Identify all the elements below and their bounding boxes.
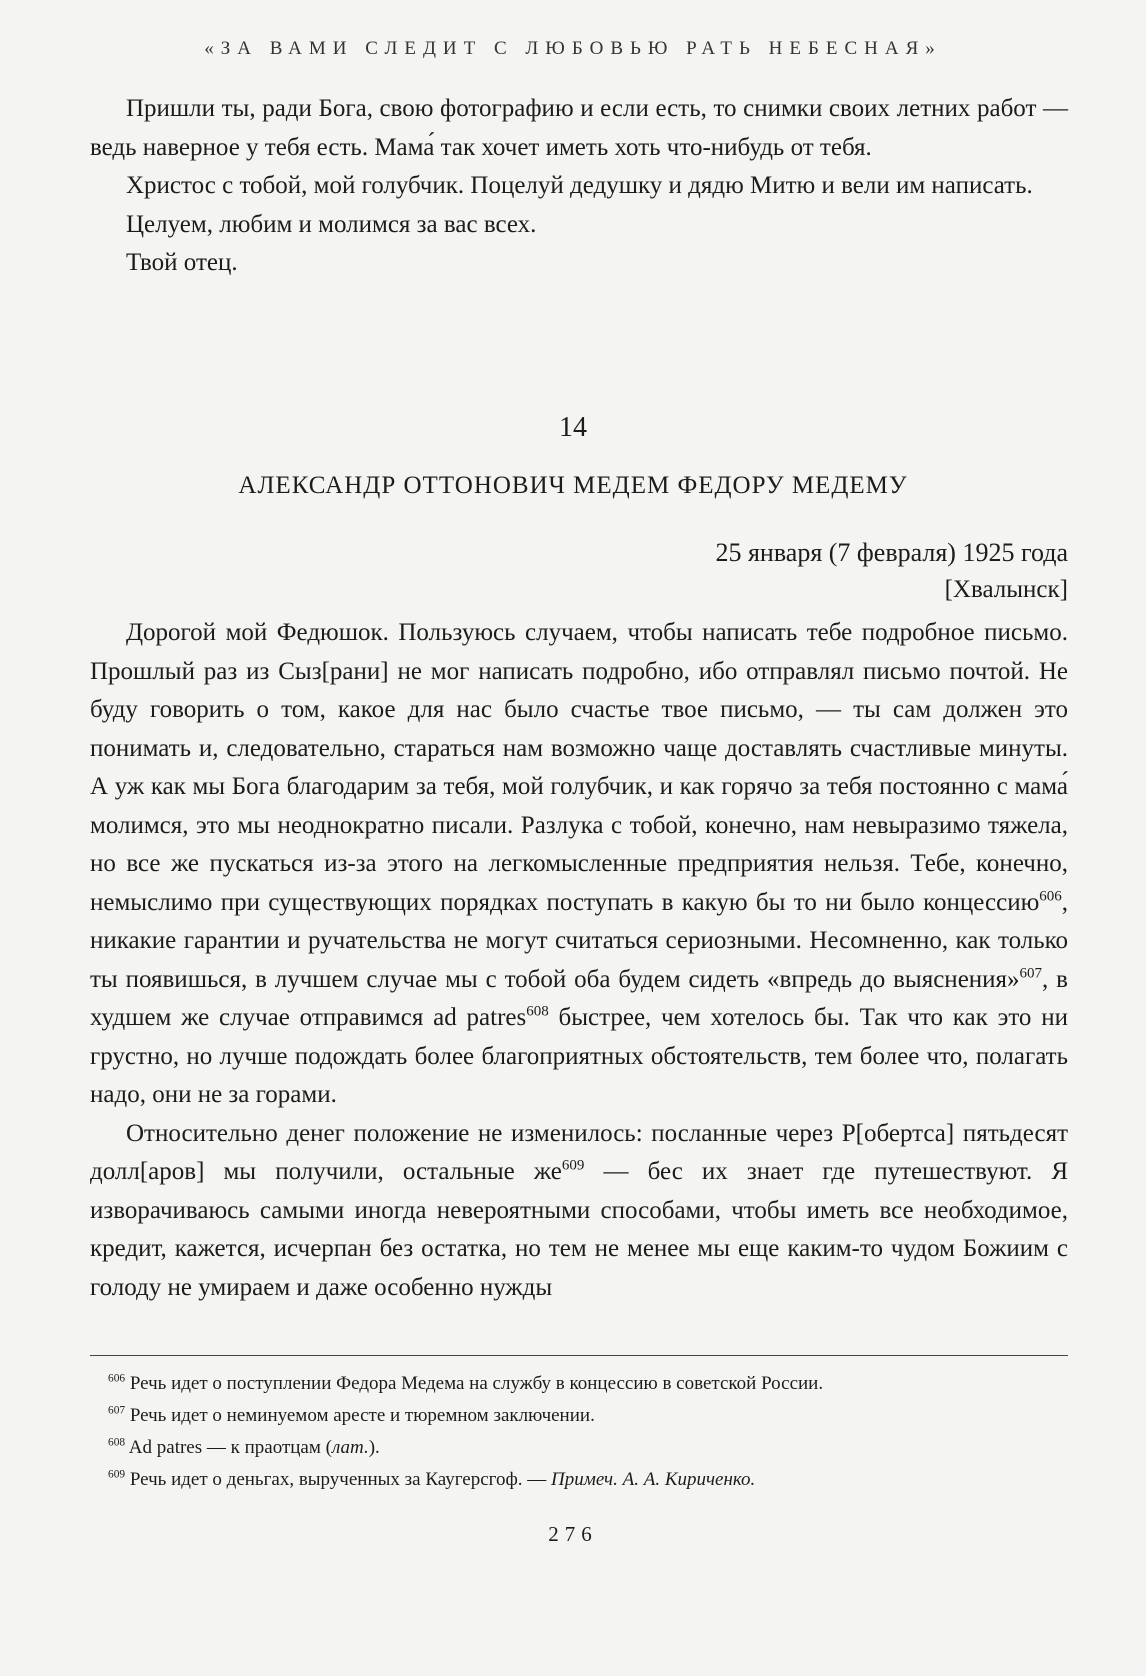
- footnote-text: Ad patres — к праотцам (: [125, 1437, 332, 1458]
- footnote: [108, 1464, 1068, 1496]
- text-run: быстрее, чем хотелось бы. Так что как это ни грустно, но лучше подождать более благоприятных обстоятельств, тем более что, полагать надо, они не за горами.: [90, 1004, 1068, 1108]
- footnote-number: 609: [108, 1468, 126, 1481]
- paragraph: [90, 614, 1068, 1115]
- footnote: [108, 1368, 1068, 1400]
- text-run: Относительно денег положение не изменилось: посланные через Р[обертса] пятьдесят долл[аров] мы получили, остальные же: [90, 1119, 1068, 1185]
- footnote-divider: [90, 1355, 1068, 1356]
- running-head: «ЗА ВАМИ СЛЕДИТ С ЛЮБОВЬЮ РАТЬ НЕБЕСНАЯ»: [204, 38, 942, 59]
- previous-letter-ending: [90, 90, 1068, 283]
- letter-date: 25 января (7 февраля) 1925 года: [715, 538, 1068, 567]
- section-title: АЛЕКСАНДР ОТТОНОВИЧ МЕДЕМ ФЕДОРУ МЕДЕМУ: [238, 472, 908, 499]
- page-number: 276: [548, 1522, 598, 1546]
- signature-line: Твой отец.: [126, 249, 238, 276]
- footnote-number: 606: [108, 1372, 126, 1385]
- letter-body: [90, 614, 1068, 1307]
- footnote-text: Речь идет о поступлении Федора Медема на службу в концессию в советской России.: [125, 1373, 824, 1394]
- footnote-ref[interactable]: 607: [1019, 965, 1043, 982]
- footnote-ref[interactable]: 606: [1039, 888, 1062, 905]
- footnote-ref[interactable]: 609: [561, 1157, 585, 1174]
- text-run: , в худшем же случае отправимся ad patres: [90, 965, 1068, 1031]
- footnote-tail: ).: [368, 1437, 380, 1458]
- footnotes: [108, 1368, 1068, 1496]
- footnote-number: 607: [108, 1404, 126, 1417]
- paragraph: Пришли ты, ради Бога, свою фотографию и если есть, то снимки своих летних работ — ведь наверное у тебя есть. Мама́ так хочет иметь хоть что-нибудь от тебя.: [90, 95, 1068, 161]
- text-run: , никакие гарантии и ручательства не могут считаться сериозными. Несомненно, как только ты появишься, в лучшем случае мы с тобой оба будем сидеть «впредь до выяснения»: [90, 888, 1068, 993]
- footnote-text: Речь идет о неминуемом аресте и тюремном заключении.: [125, 1405, 595, 1426]
- paragraph: [90, 1115, 1068, 1308]
- text-run: — бес их знает где путешествуют. Я изворачиваюсь самыми иногда невероятными способами, чтобы иметь все необходимое, кредит, кажется, исчерпан без остатка, но тем не менее мы еще каким-то чудом Божиим с голоду не умираем и даже особенно нужды: [90, 1158, 1068, 1301]
- section-number: 14: [559, 412, 587, 443]
- paragraph: Христос с тобой, мой голубчик. Поцелуй дедушку и дядю Митю и вели им написать.: [126, 172, 1033, 199]
- footnote-text: Речь идет о деньгах, вырученных за Каугерсгоф. —: [125, 1469, 552, 1490]
- footnote: [108, 1432, 1068, 1464]
- footnote: [108, 1400, 1068, 1432]
- footnote-italic: Примеч. А. А. Кириченко.: [551, 1469, 756, 1490]
- footnote-ref[interactable]: 608: [526, 1003, 549, 1020]
- footnote-number: 608: [108, 1436, 126, 1449]
- letter-place: [Хвалынск]: [944, 576, 1068, 603]
- text-run: Дорогой мой Федюшок. Пользуюсь случаем, чтобы написать тебе подробное письмо. Прошлый раз из Сыз[рани] не мог написать подробно, ибо отправлял письмо почтой. Не буду говорить о том, какое для нас было счастье твое письмо, — ты сам должен это понимать и, следовательно, стараться нам возможно чаще доставлять счастливые минуты. А уж как мы Бога благодарим за тебя, мой голубчик, и как горячо за тебя постоянно с мама́ молимся, это мы неоднократно писали. Разлука с тобой, конечно, нам невыразимо тяжела, но все же пускаться из-за этого на легкомысленные предприятия нельзя. Тебе, конечно, немыслимо при существующих порядках поступать в какую бы то ни было концессию: [90, 619, 1068, 916]
- footnote-italic: лат.: [331, 1437, 369, 1458]
- paragraph: Целуем, любим и молимся за вас всех.: [126, 210, 537, 238]
